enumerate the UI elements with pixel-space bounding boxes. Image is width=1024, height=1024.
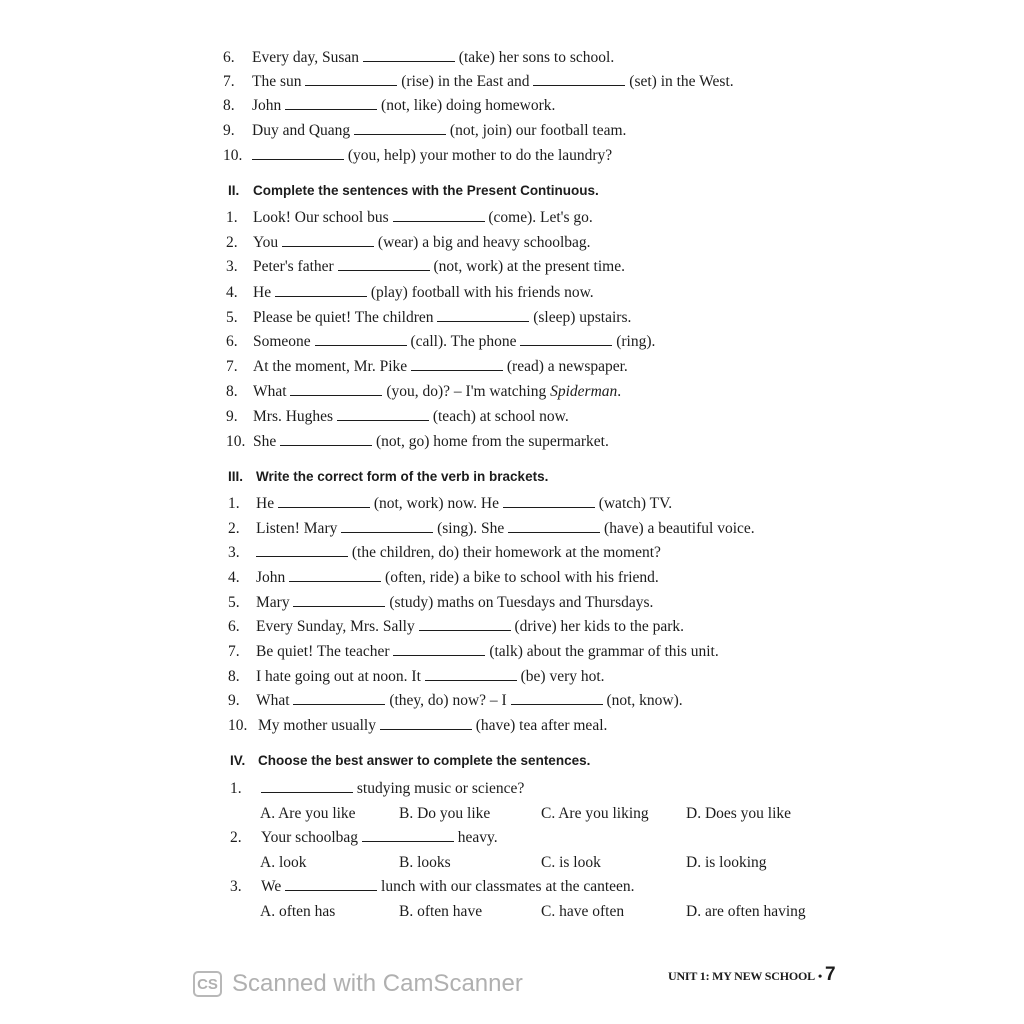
answer-blank[interactable] [411, 358, 503, 371]
item-number: 3. [226, 258, 238, 275]
answer-blank[interactable] [305, 73, 397, 86]
answer-blank[interactable] [293, 692, 385, 705]
answer-blank[interactable] [256, 544, 348, 557]
answer-blank[interactable] [252, 147, 344, 160]
answer-blank[interactable] [338, 258, 430, 271]
answer-blank[interactable] [508, 520, 600, 533]
item-number: 3. [228, 544, 240, 561]
answer-blank[interactable] [290, 383, 382, 396]
watermark-text: Scanned with CamScanner [232, 970, 523, 997]
answer-blank[interactable] [533, 73, 625, 86]
option-b[interactable]: B. Do you like [399, 805, 491, 822]
answer-blank[interactable] [393, 643, 485, 656]
answer-blank[interactable] [520, 333, 612, 346]
film-title: Spiderman [550, 383, 618, 400]
page-footer [668, 964, 835, 986]
item-number: 5. [228, 594, 240, 611]
answer-blank[interactable] [511, 692, 603, 705]
answer-blank[interactable] [419, 618, 511, 631]
answer-blank[interactable] [393, 209, 485, 222]
item-number: 2. [228, 520, 240, 537]
item-number: 9. [226, 408, 238, 425]
item-number: 1. [228, 495, 240, 512]
option-b[interactable]: B. looks [399, 854, 451, 871]
answer-blank[interactable] [425, 668, 517, 681]
item-number: 9. [223, 122, 235, 139]
option-a[interactable]: A. often has [260, 903, 336, 920]
option-a[interactable]: A. Are you like [260, 805, 356, 822]
answer-blank[interactable] [337, 408, 429, 421]
item-number: 2. [226, 234, 238, 251]
item-number: 10. [226, 433, 246, 450]
answer-blank[interactable] [275, 284, 367, 297]
answer-blank[interactable] [282, 234, 374, 247]
option-d[interactable]: D. Does you like [686, 805, 792, 822]
answer-blank[interactable] [289, 569, 381, 582]
item-number: 10. [228, 717, 248, 734]
item-number: 9. [228, 692, 240, 709]
item-number: 8. [226, 383, 238, 400]
option-d[interactable]: D. are often having [686, 903, 806, 920]
camscanner-logo-icon: CS [193, 971, 222, 997]
answer-blank[interactable] [354, 122, 446, 135]
option-c[interactable]: C. is look [541, 854, 601, 871]
camscanner-watermark [193, 968, 523, 1000]
item-number: 6. [223, 49, 235, 66]
item-number: 7. [223, 73, 235, 90]
option-d[interactable]: D. is looking [686, 854, 767, 871]
item-number: 3. [230, 878, 242, 895]
item-number: 8. [228, 668, 240, 685]
option-c[interactable]: C. have often [541, 903, 625, 920]
answer-blank[interactable] [293, 594, 385, 607]
item-number: 7. [226, 358, 238, 375]
answer-blank[interactable] [380, 717, 472, 730]
answer-blank[interactable] [280, 433, 372, 446]
option-b[interactable]: B. often have [399, 903, 483, 920]
item-number: 8. [223, 97, 235, 114]
answer-blank[interactable] [341, 520, 433, 533]
answer-blank[interactable] [503, 495, 595, 508]
bullet: • [817, 969, 822, 983]
item-number: 6. [228, 618, 240, 635]
answer-blank[interactable] [437, 309, 529, 322]
answer-blank[interactable] [278, 495, 370, 508]
option-a[interactable]: A. look [260, 854, 307, 871]
answer-blank[interactable] [261, 780, 353, 793]
answer-blank[interactable] [362, 829, 454, 842]
item-number: 1. [226, 209, 238, 226]
item-number: 4. [228, 569, 240, 586]
item-number: 7. [228, 643, 240, 660]
option-c[interactable]: C. Are you liking [541, 805, 649, 822]
item-number: 5. [226, 309, 238, 326]
worksheet-page: 6. Every day, Susan (take) her sons to school. 7. The sun (rise) in the East and (set) in the West. 8. John (not, like) doing homework. 9. Duy and Quang (not, join) our football team. 10. (you, help) your mother to do the laundry? II. Complete the sentences with the Present Continuous. 1. Look! Our school bus (come). Let's go. 2. You (wear) a big and heavy schoolbag. 3. Peter's father (not, work) at the present time. 4. He (play) football with his friends now. 5. Please be quiet! The children (sleep) upstairs. 6. Someone (call). The phone (ring). 7. At the moment, Mr. Pike (read) a newspaper. 8. What (you, do)? – I'm watching Spiderman. 9. Mrs. Hughes (teach) at school now. 10. She (not, go) home from the supermarket. III. Write the correct form of the verb in brackets. 1. He (not, work) now. He (watch) TV. 2. Listen! Mary (sing). She (have) a beautiful voice. 3. (the children, do) their homework at the moment? 4. John (often, ride) a bike to school with his friend. 5. Mary (study) maths on Tuesdays and Thursdays. 6. Every Sunday, Mrs. Sally (drive) her kids to the park. 7. Be quiet! The teacher (talk) about the grammar of this unit. 8. I hate going out at noon. It (be) very hot. 9. What (they, do) now? – I (not, know). 10. My mother usually (have) tea after meal. IV. Choose the best answer to complete the sentences. 1. studying music or science? A. Are you like B. Do you like C. Are you liking D. Does you like 2. Your schoolbag heavy. A. look B. looks C. is look D. is looking 3. We lunch with our classmates at the canteen. A. often has B. often have C. have often D. are often having CS Scanned with CamScanner UNIT 1: MY NEW SCHOOL • 7 [0, 0, 1024, 1024]
item-number: 1. [230, 780, 242, 797]
item-number: 6. [226, 333, 238, 350]
answer-blank[interactable] [363, 49, 455, 62]
item-number: 2. [230, 829, 242, 846]
answer-blank[interactable] [285, 97, 377, 110]
answer-blank[interactable] [285, 878, 377, 891]
unit-label: UNIT 1: MY NEW SCHOOL [668, 969, 815, 983]
item-number: 4. [226, 284, 238, 301]
page-number: 7 [824, 964, 836, 985]
answer-blank[interactable] [315, 333, 407, 346]
item-number: 10. [223, 147, 243, 164]
